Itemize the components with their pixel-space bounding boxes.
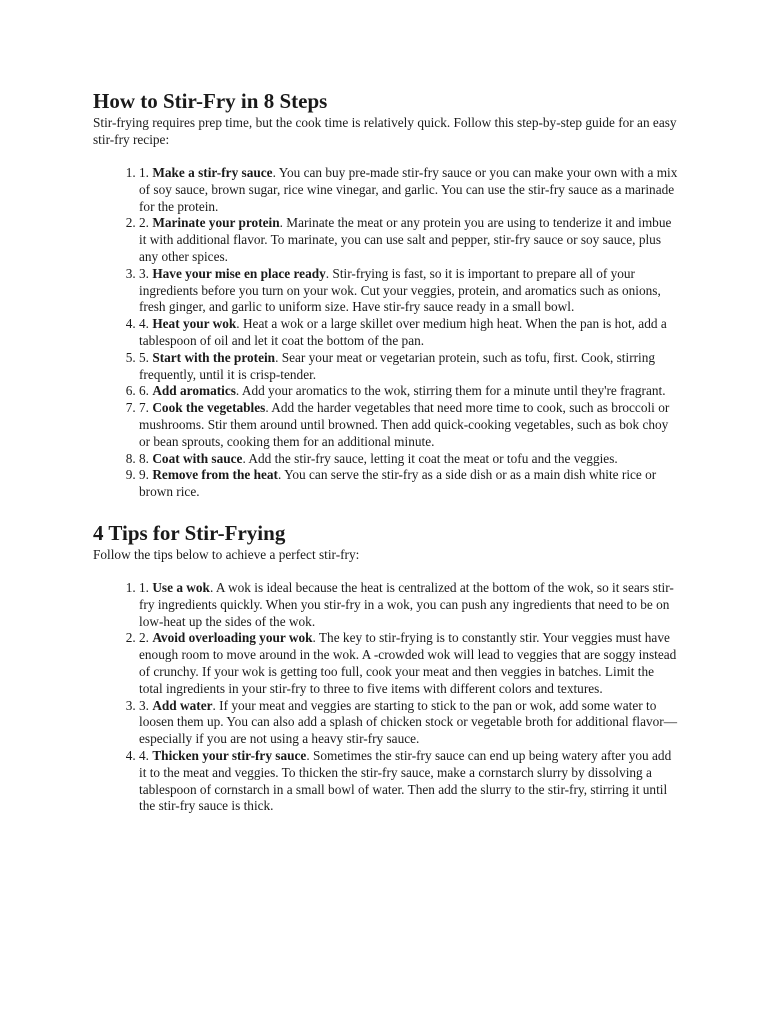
- steps-list: [93, 165, 678, 501]
- item-number: 3.: [139, 697, 149, 713]
- item-text: . Sometimes the stir-fry sauce can end up being watery after you add it to the meat and veggies. To thicken the stir-fry sauce, make a cornstarch slurry by dissolving a tablespoon of cornstarch in a small bowl of water. Then add the slurry to the stir-fry, stirring it until the stir-fry sauce is thick.: [139, 747, 672, 814]
- item-text: . If your meat and veggies are starting to stick to the pan or wok, add some water to loosen them up. You can also add a splash of chicken stock or vegetable broth for additional flavor—especially if you are not using a heavy stir-fry sauce.: [139, 697, 678, 747]
- tips-list: [93, 580, 678, 815]
- item-text: . A wok is ideal because the heat is centralized at the bottom of the wok, so it sears stir-fry ingredients quickly. When you stir-fry in a wok, you can push any ingredients that need to be on low-heat up the sides of the wok.: [139, 579, 674, 629]
- item-number: 4.: [139, 316, 149, 332]
- item-heading: Add water: [152, 697, 213, 713]
- item-heading: Heat your wok: [152, 316, 237, 332]
- list-item: [139, 316, 678, 350]
- item-heading: Start with the protein: [152, 349, 276, 365]
- list-item: [139, 350, 678, 384]
- list-item: [139, 266, 678, 316]
- list-item: [139, 215, 678, 265]
- section-intro-tips: Follow the tips below to achieve a perfect stir-fry:: [93, 546, 360, 562]
- item-text: . Add your aromatics to the wok, stirring them for a minute until they're fragrant.: [235, 383, 666, 399]
- item-text: . Heat a wok or a large skillet over medium high heat. When the pan is hot, add a tablespoon of oil and let it coat the bottom of the pan.: [139, 316, 667, 348]
- item-heading: Remove from the heat: [152, 467, 278, 483]
- item-number: 4.: [139, 747, 149, 763]
- list-item: [139, 165, 678, 215]
- item-heading: Avoid overloading your wok: [152, 630, 313, 646]
- list-item: [139, 467, 678, 501]
- item-heading: Add aromatics: [152, 383, 236, 399]
- item-heading: Make a stir-fry sauce: [152, 165, 273, 180]
- item-number: 6.: [139, 383, 149, 399]
- section-title-tips: 4 Tips for Stir-Frying: [93, 520, 286, 545]
- item-text: . Add the harder vegetables that need more time to cook, such as broccoli or mushrooms. Stir them around until browned. Then add quick-cooking vegetables, such as bok choy or bean sprouts, cooking them for an additional minute.: [139, 400, 670, 449]
- item-text: . Stir-frying is fast, so it is important to prepare all of your ingredients before you turn on your wok. Cut your veggies, protein, and aromatics such as onions, fresh ginger, and garlic to uniform size. Have stir-fry sauce ready in a small bowl.: [139, 265, 661, 315]
- list-item: [139, 748, 678, 815]
- list-item: [139, 698, 678, 748]
- item-number: 1.: [139, 579, 149, 595]
- list-item: [139, 400, 678, 450]
- item-number: 8.: [139, 450, 149, 466]
- item-text: . Marinate the meat or any protein you are using to tenderize it and imbue it with additional flavor. To marinate, you can use salt and pepper, stir-fry sauce or soy sauce, plus any other spices.: [139, 215, 672, 264]
- item-text: . Sear your meat or vegetarian protein, such as tofu, first. Cook, stirring frequently, until it is crisp-tender.: [139, 349, 656, 382]
- item-number: 3.: [139, 265, 149, 281]
- item-heading: Cook the vegetables: [152, 400, 266, 416]
- list-item: [139, 383, 678, 400]
- list-item: [139, 630, 678, 697]
- list-item: [139, 451, 678, 468]
- item-number: 9.: [139, 467, 149, 483]
- list-item: [139, 580, 678, 630]
- item-heading: Coat with sauce: [152, 450, 243, 466]
- item-text: . Add the stir-fry sauce, letting it coat the meat or tofu and the veggies.: [242, 450, 618, 466]
- section-intro-steps: Stir-frying requires prep time, but the cook time is relatively quick. Follow this step-by-step guide for an easy stir-fry recipe:: [93, 115, 677, 147]
- item-text: . You can buy pre-made stir-fry sauce or you can make your own with a mix of soy sauce, brown sugar, rice wine vinegar, and garlic. You can use the stir-fry sauce as a marinade for the protein.: [139, 165, 678, 214]
- item-heading: Thicken your stir-fry sauce: [152, 747, 307, 763]
- item-number: 1.: [139, 165, 149, 180]
- item-heading: Marinate your protein: [152, 215, 280, 231]
- item-text: . The key to stir-frying is to constantly stir. Your veggies must have enough room to move around in the wok. A -crowded wok will lead to veggies that are soggy instead of crunchy. If your wok is getting too full, cook your meat and then veggies in batches. Limit the total ingredients in your stir-fry to three to five items with different colors and textures.: [139, 630, 677, 696]
- item-number: 5.: [139, 349, 149, 365]
- item-heading: Have your mise en place ready: [152, 265, 326, 281]
- item-number: 2.: [139, 215, 149, 231]
- item-number: 7.: [139, 400, 149, 416]
- section-title-steps: How to Stir-Fry in 8 Steps: [93, 89, 328, 113]
- item-text: . You can serve the stir-fry as a side dish or as a main dish white rice or brown rice.: [139, 467, 657, 500]
- item-number: 2.: [139, 630, 149, 646]
- item-heading: Use a wok: [152, 579, 210, 595]
